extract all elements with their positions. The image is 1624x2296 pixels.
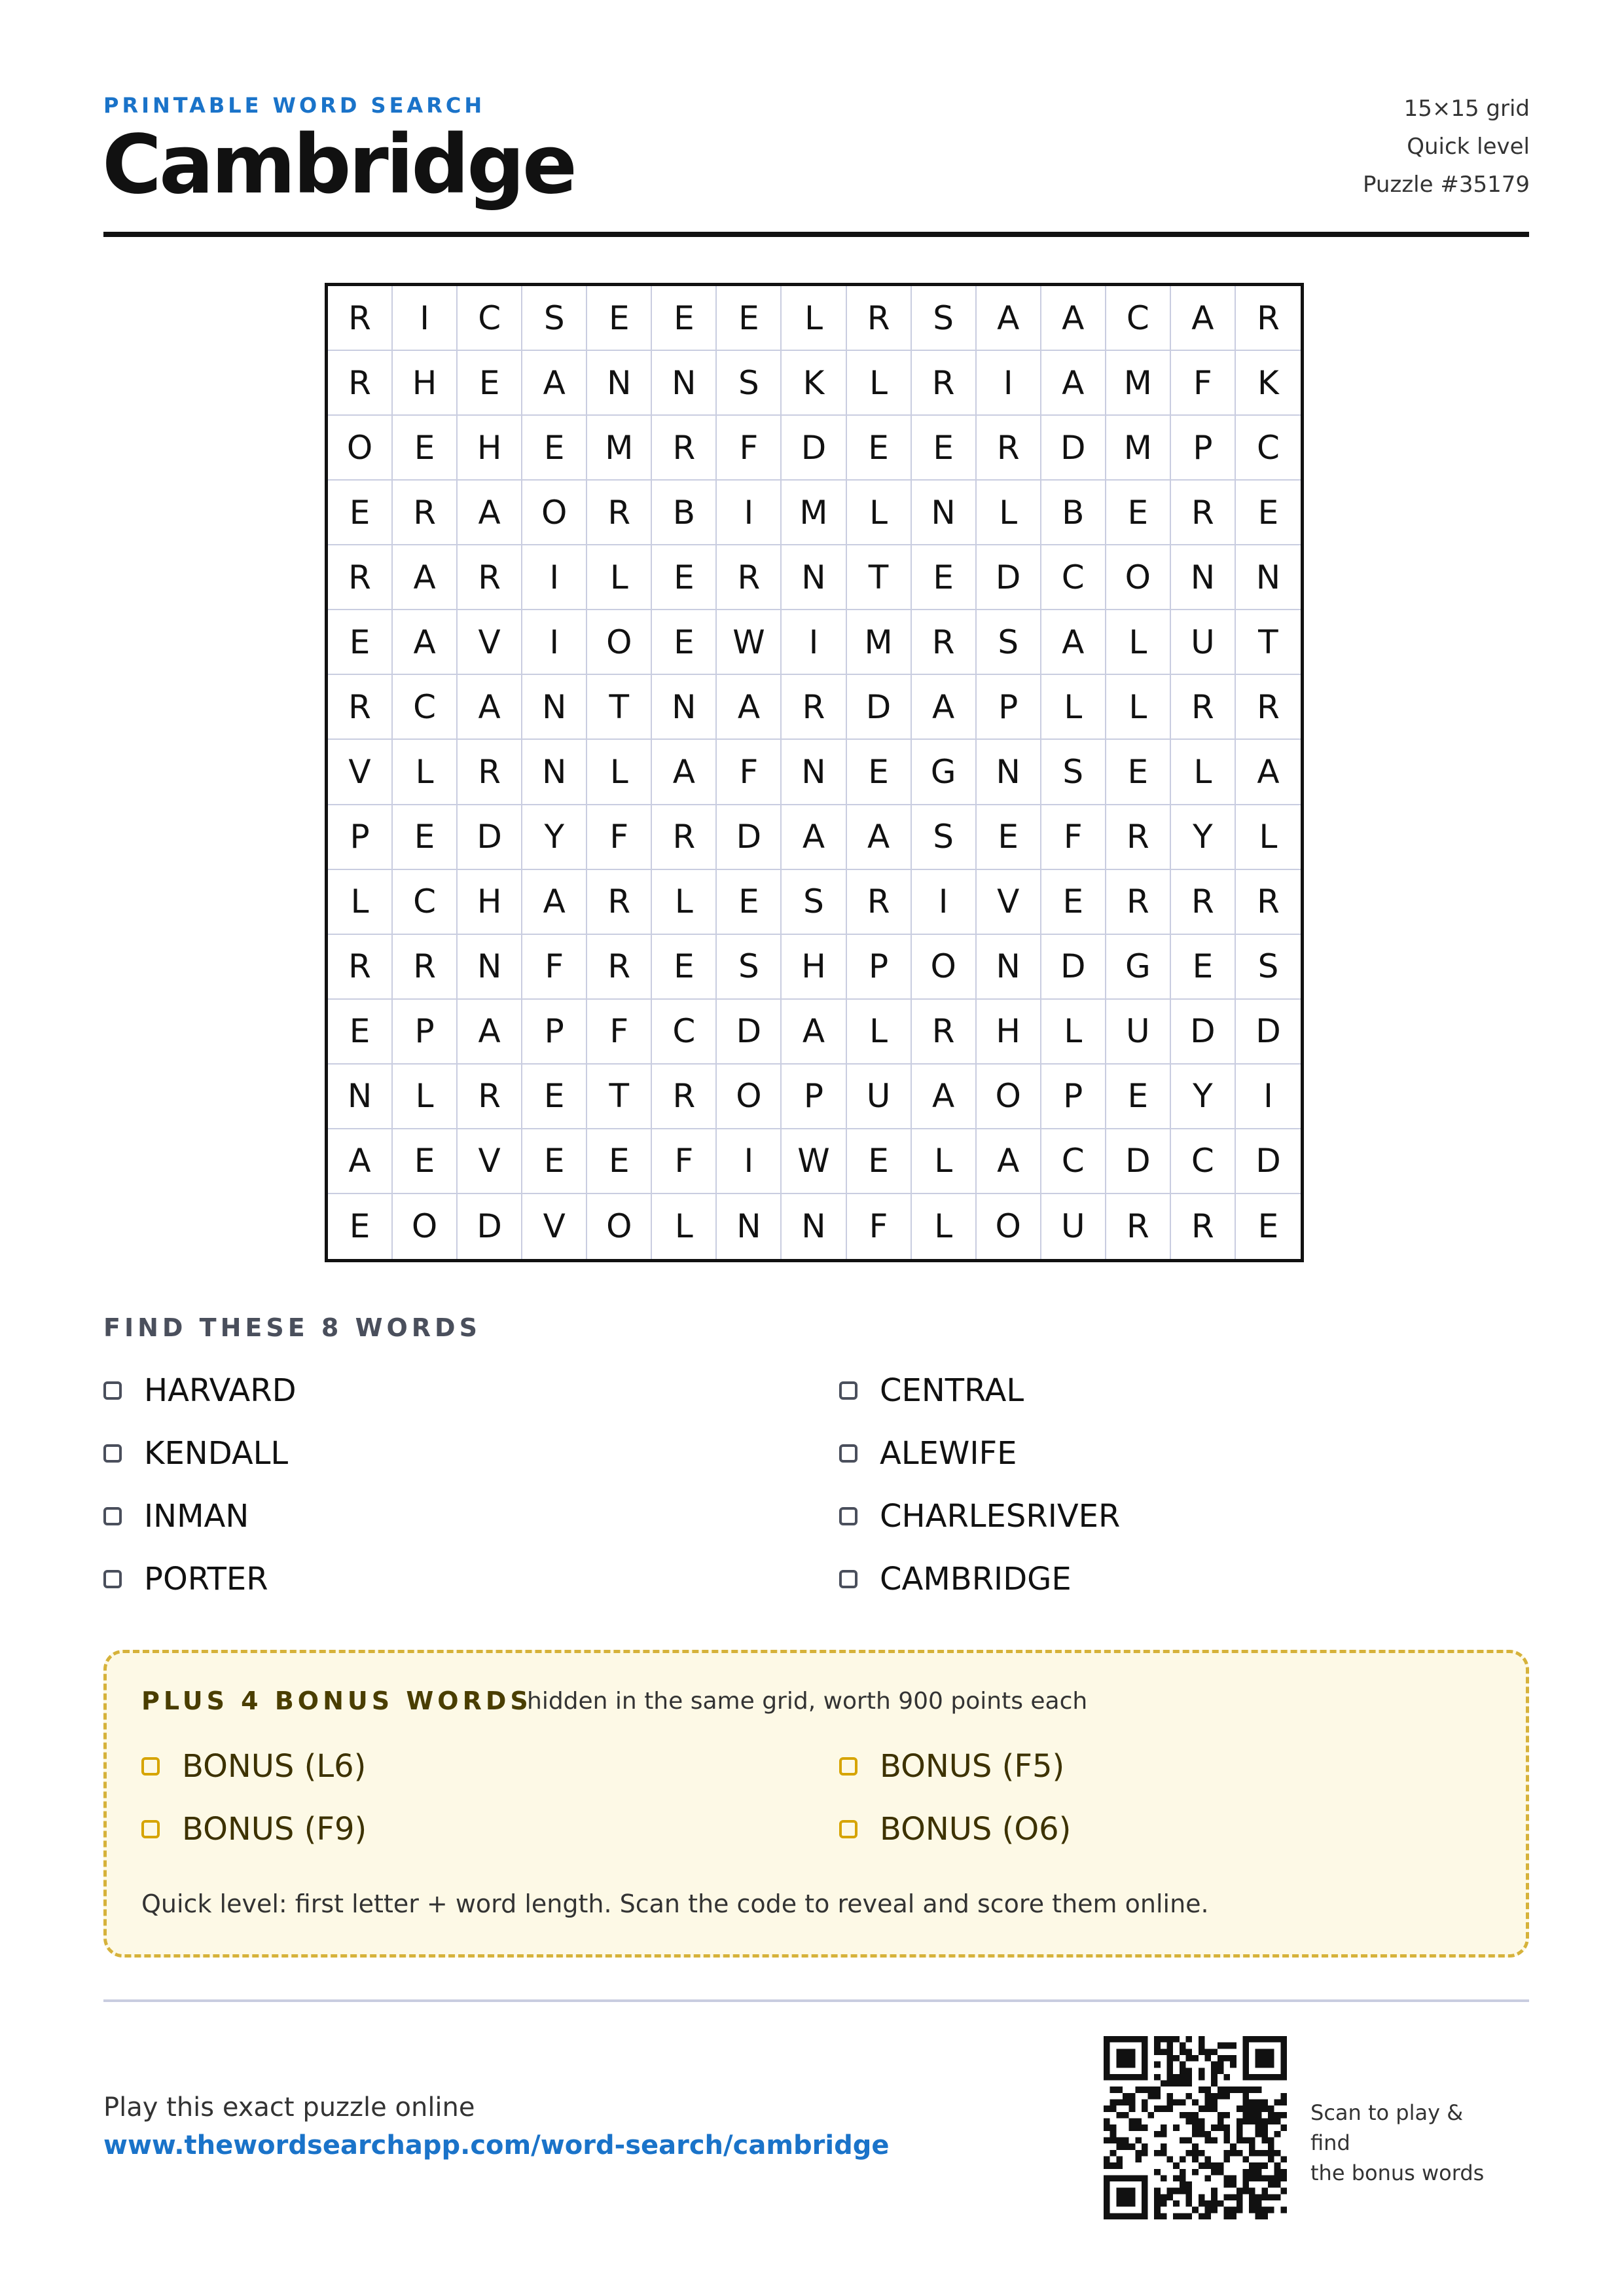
grid-cell[interactable]: S [717,351,782,416]
qr-caption-line: Scan to play & find [1310,2100,1464,2155]
grid-cell[interactable]: N [912,481,977,545]
grid-cell[interactable]: D [977,545,1041,610]
grid-cell[interactable]: F [652,1129,717,1194]
grid-cell[interactable]: L [847,481,912,545]
word-label: KENDALL [144,1435,289,1472]
grid-cell[interactable]: E [1171,935,1236,1000]
grid-cell[interactable]: E [1041,870,1106,935]
grid-cell[interactable]: L [652,870,717,935]
bonus-label: BONUS (F5) [880,1748,1065,1785]
grid-cell[interactable]: L [587,545,652,610]
checkbox-icon[interactable] [839,1381,857,1400]
grid-cell[interactable]: V [458,1129,522,1194]
grid-cell[interactable]: R [912,610,977,675]
grid-cell[interactable]: R [912,1000,977,1065]
word-item[interactable] [839,1498,1120,1535]
grid-cell[interactable]: S [717,935,782,1000]
checkbox-icon[interactable] [103,1570,122,1588]
grid-cell[interactable]: N [522,740,587,805]
grid-cell[interactable]: A [912,1065,977,1129]
word-item[interactable] [103,1435,288,1472]
grid-cell[interactable]: R [1236,870,1301,935]
grid-cell[interactable]: A [782,805,846,870]
page-kicker: PRINTABLE WORD SEARCH [103,93,486,118]
grid-cell[interactable]: E [522,416,587,481]
grid-cell[interactable]: B [1041,481,1106,545]
grid-cell[interactable]: R [1106,870,1171,935]
grid-cell[interactable]: A [522,351,587,416]
grid-cell[interactable]: R [328,286,393,351]
grid-cell[interactable]: R [328,675,393,740]
grid-cell[interactable]: A [977,1129,1041,1194]
grid-cell[interactable]: E [717,870,782,935]
grid-cell[interactable]: E [328,1000,393,1065]
grid-cell[interactable]: L [847,351,912,416]
grid-cell[interactable]: E [328,610,393,675]
grid-cell[interactable]: D [847,675,912,740]
grid-cell[interactable]: T [587,675,652,740]
grid-cell[interactable]: A [458,1000,522,1065]
grid-cell[interactable]: E [1257,1207,1279,1246]
grid-cell[interactable]: D [1236,1129,1301,1194]
word-list-heading: FIND THESE 8 WORDS [103,1313,481,1342]
grid-cell[interactable]: S [1236,935,1301,1000]
grid-cell[interactable]: R [717,545,782,610]
grid-cell[interactable]: A [328,1129,393,1194]
grid-cell[interactable]: E [522,1129,587,1194]
grid-cell[interactable]: R [782,675,846,740]
bonus-subtitle: hidden in the same grid, worth 900 points each [527,1688,1088,1715]
grid-cell[interactable]: O [587,610,652,675]
grid-cell[interactable]: R [977,416,1041,481]
grid-cell[interactable]: S [912,286,977,351]
play-online-text: Play this exact puzzle online [103,2092,475,2123]
grid-cell[interactable]: B [652,481,717,545]
grid-cell[interactable]: R [587,870,652,935]
grid-cell[interactable]: E [393,1129,458,1194]
grid-cell[interactable]: H [458,416,522,481]
grid-cell[interactable]: R [1171,675,1236,740]
word-label: CAMBRIDGE [880,1561,1072,1597]
grid-cell[interactable]: A [1041,351,1106,416]
grid-cell[interactable]: M [782,481,846,545]
puzzle-number-label: Puzzle #35179 [1363,172,1530,198]
grid-cell[interactable]: C [1041,545,1106,610]
grid-cell[interactable]: I [912,870,977,935]
grid-cell[interactable]: K [782,351,846,416]
grid-cell[interactable]: D [458,805,522,870]
grid-cell[interactable]: E [587,286,652,351]
grid-cell[interactable]: C [1236,416,1301,481]
grid-cell[interactable]: P [393,1000,458,1065]
grid-cell[interactable]: P [977,675,1041,740]
grid-cell[interactable]: I [717,481,782,545]
checkbox-icon[interactable] [839,1757,857,1776]
grid-cell[interactable]: M [587,416,652,481]
grid-cell[interactable]: N [1236,545,1301,610]
grid-cell[interactable]: I [782,610,846,675]
grid-cell[interactable]: R [458,740,522,805]
page-title: Cambridge [102,118,575,212]
grid-cell[interactable]: R [912,351,977,416]
grid-cell[interactable]: C [393,675,458,740]
checkbox-icon[interactable] [103,1444,122,1463]
grid-cell[interactable]: E [587,1129,652,1194]
grid-cell[interactable]: R [458,1065,522,1129]
grid-cell[interactable]: E [912,416,977,481]
grid-cell[interactable]: E [1106,481,1171,545]
grid-cell[interactable]: V [328,740,393,805]
grid-cell[interactable]: C [1106,286,1171,351]
grid-cell[interactable]: Y [1171,805,1236,870]
grid-cell[interactable]: R [1106,1194,1171,1259]
grid-cell[interactable]: E [328,481,393,545]
grid-cell[interactable]: P [1041,1065,1106,1129]
grid-cell[interactable]: E [1236,481,1301,545]
grid-size-label: 15×15 grid [1403,96,1530,122]
grid-cell[interactable]: S [977,610,1041,675]
grid-cell[interactable]: U [1171,610,1236,675]
checkbox-icon[interactable] [103,1507,122,1525]
word-item[interactable] [103,1498,249,1535]
grid-cell[interactable]: S [522,286,587,351]
grid-cell[interactable]: S [1041,740,1106,805]
grid-cell[interactable]: R [847,870,912,935]
bonus-item[interactable] [141,1811,367,1848]
grid-cell[interactable]: C [1041,1129,1106,1194]
grid-cell[interactable]: D [1041,935,1106,1000]
grid-cell[interactable]: O [977,1194,1041,1259]
grid-cell[interactable]: R [328,935,393,1000]
grid-cell[interactable]: D [717,1000,782,1065]
level-label: Quick level [1407,134,1530,160]
grid-cell[interactable]: O [522,481,587,545]
grid-cell[interactable]: E [912,545,977,610]
grid-cell[interactable]: D [458,1194,522,1259]
checkbox-icon[interactable] [839,1507,857,1525]
grid-cell[interactable]: R [652,416,717,481]
grid-cell[interactable]: R [587,935,652,1000]
grid-cell[interactable]: W [782,1129,846,1194]
grid-cell[interactable]: L [782,286,846,351]
grid-cell[interactable]: R [328,351,393,416]
grid-cell[interactable]: A [393,610,458,675]
word-item[interactable] [103,1372,297,1409]
grid-cell[interactable]: A [1041,610,1106,675]
grid-cell[interactable]: P [522,1000,587,1065]
footer-divider [103,1999,1529,2002]
grid-cell[interactable]: R [1171,481,1236,545]
grid-cell[interactable]: E [847,1129,912,1194]
grid-cell[interactable]: A [458,675,522,740]
grid-cell[interactable]: O [587,1194,652,1259]
grid-cell[interactable]: D [782,416,846,481]
grid-cell[interactable]: A [393,545,458,610]
grid-cell[interactable]: C [458,286,522,351]
grid-cell[interactable]: E [393,805,458,870]
grid-cell[interactable]: A [458,481,522,545]
grid-cell[interactable]: K [1236,351,1301,416]
grid-cell[interactable]: C [393,870,458,935]
grid-cell[interactable]: C [652,1000,717,1065]
grid-cell[interactable]: N [782,1194,846,1259]
grid-cell[interactable]: R [393,935,458,1000]
grid-cell[interactable]: N [652,675,717,740]
bonus-note: Quick level: first letter + word length. Scan the code to reveal and score them online. [141,1889,1209,1918]
grid-cell[interactable]: I [717,1129,782,1194]
grid-cell[interactable]: I [522,610,587,675]
grid-cell[interactable]: N [977,935,1041,1000]
grid-cell[interactable]: P [328,805,393,870]
grid-cell[interactable]: L [912,1194,977,1259]
grid-cell[interactable]: F [587,1000,652,1065]
checkbox-icon[interactable] [839,1820,857,1838]
word-label: HARVARD [144,1372,297,1409]
grid-cell[interactable]: N [522,675,587,740]
grid-cell[interactable]: R [587,481,652,545]
grid-cell[interactable]: A [522,870,587,935]
grid-cell[interactable]: O [717,1065,782,1129]
grid-cell[interactable]: E [652,610,717,675]
word-item[interactable] [103,1561,268,1597]
grid-cell[interactable]: L [1106,675,1171,740]
grid-cell[interactable]: I [393,286,458,351]
grid-cell[interactable]: E [847,416,912,481]
grid-cell[interactable]: L [1171,740,1236,805]
grid-cell[interactable]: E [717,286,782,351]
grid-cell[interactable]: P [847,935,912,1000]
grid-cell[interactable]: E [393,416,458,481]
grid-cell[interactable]: N [1171,545,1236,610]
grid-cell[interactable]: F [1041,805,1106,870]
word-item[interactable] [839,1372,1024,1409]
bonus-label: BONUS (O6) [880,1811,1072,1848]
grid-cell[interactable]: L [328,870,393,935]
grid-cell[interactable]: A [1041,286,1106,351]
grid-cell[interactable]: I [1236,1065,1301,1129]
grid-cell[interactable]: O [912,935,977,1000]
grid-cell[interactable]: R [847,286,912,351]
grid-cell[interactable]: L [393,740,458,805]
bonus-item[interactable] [839,1811,1071,1848]
grid-cell[interactable]: F [847,1194,912,1259]
grid-cell[interactable]: N [587,351,652,416]
bonus-item[interactable] [839,1748,1064,1785]
grid-cell[interactable]: R [1236,675,1301,740]
grid-cell[interactable]: E [652,286,717,351]
grid-cell[interactable]: O [328,416,393,481]
grid-cell[interactable]: R [328,545,393,610]
grid-cell[interactable]: M [1106,351,1171,416]
grid-cell[interactable]: L [847,1000,912,1065]
checkbox-icon[interactable] [141,1820,160,1838]
grid-cell[interactable]: U [1041,1194,1106,1259]
grid-cell[interactable]: L [393,1065,458,1129]
grid-cell[interactable]: F [1171,351,1236,416]
grid-cell[interactable]: E [652,545,717,610]
grid-cell[interactable]: U [1106,1000,1171,1065]
word-label: CENTRAL [880,1372,1024,1409]
grid-cell[interactable]: A [1171,286,1236,351]
grid-cell[interactable]: M [1106,416,1171,481]
grid-cell[interactable]: L [977,481,1041,545]
grid-cell[interactable]: L [1041,1000,1106,1065]
grid-cell[interactable]: G [912,740,977,805]
grid-cell[interactable]: O [977,1065,1041,1129]
grid-cell[interactable]: H [977,1000,1041,1065]
grid-cell[interactable]: N [652,351,717,416]
word-item[interactable] [839,1561,1072,1597]
grid-cell[interactable]: A [782,1000,846,1065]
grid-cell[interactable]: L [587,740,652,805]
grid-cell[interactable]: F [587,805,652,870]
grid-cell[interactable]: D [717,805,782,870]
checkbox-icon[interactable] [141,1757,160,1776]
grid-cell[interactable]: H [458,870,522,935]
word-label: ALEWIFE [880,1435,1017,1472]
grid-cell[interactable]: A [1236,740,1301,805]
grid-cell[interactable]: L [652,1194,717,1259]
grid-cell[interactable]: E [1106,740,1171,805]
grid-cell[interactable]: M [847,610,912,675]
bonus-label: BONUS (L6) [182,1748,367,1785]
grid-cell[interactable]: W [717,610,782,675]
grid-cell[interactable]: R [393,481,458,545]
grid-cell[interactable]: L [1041,675,1106,740]
grid-cell[interactable]: E [328,1194,393,1259]
grid-cell[interactable]: T [587,1065,652,1129]
word-label: INMAN [144,1498,249,1535]
grid-cell[interactable]: I [977,351,1041,416]
grid-cell[interactable]: N [328,1065,393,1129]
grid-cell[interactable]: H [393,351,458,416]
word-label: CHARLESRIVER [880,1498,1121,1535]
grid-cell[interactable]: D [1041,416,1106,481]
grid-cell[interactable]: D [1171,1000,1236,1065]
grid-cell[interactable]: R [652,1065,717,1129]
grid-cell[interactable]: F [522,935,587,1000]
grid-cell[interactable]: S [912,805,977,870]
grid-cell[interactable]: E [977,805,1041,870]
grid-cell[interactable]: G [1106,935,1171,1000]
grid-cell[interactable]: I [522,545,587,610]
header-divider [103,232,1529,237]
grid-cell[interactable]: N [458,935,522,1000]
grid-cell[interactable]: E [847,740,912,805]
play-online-link[interactable]: www.thewordsearchapp.com/word-search/cambridge [103,2130,890,2160]
grid-cell[interactable]: D [1236,1000,1301,1065]
grid-cell[interactable]: T [1236,610,1301,675]
grid-cell[interactable]: L [912,1129,977,1194]
checkbox-icon[interactable] [103,1381,122,1400]
checkbox-icon[interactable] [839,1570,857,1588]
grid-cell[interactable]: A [977,286,1041,351]
grid-cell[interactable]: T [847,545,912,610]
word-item[interactable] [839,1435,1017,1472]
grid-cell[interactable]: O [1106,545,1171,610]
grid-cell[interactable]: A [652,740,717,805]
grid-cell[interactable]: N [782,545,846,610]
grid-cell[interactable]: P [782,1065,846,1129]
grid-cell[interactable]: E [1106,1065,1171,1129]
grid-cell[interactable]: N [977,740,1041,805]
qr-caption-line: the bonus words [1310,2160,1485,2185]
grid-cell[interactable]: N [717,1194,782,1259]
grid-cell[interactable]: A [847,805,912,870]
grid-cell[interactable]: P [1171,416,1236,481]
checkbox-icon[interactable] [839,1444,857,1463]
grid-cell[interactable]: F [717,416,782,481]
grid-cell[interactable]: E [522,1065,587,1129]
qr-caption [1310,2098,1507,2188]
bonus-heading: PLUS 4 BONUS WORDS [141,1686,532,1715]
grid-cell[interactable]: V [522,1194,587,1259]
grid-cell[interactable]: E [458,351,522,416]
grid-cell[interactable]: R [1106,805,1171,870]
grid-cell[interactable]: C [1171,1129,1236,1194]
grid-cell[interactable]: R [1171,870,1236,935]
grid-cell[interactable]: V [977,870,1041,935]
grid-cell[interactable]: U [847,1065,912,1129]
grid-cell[interactable]: L [1106,610,1171,675]
grid-cell[interactable]: A [717,675,782,740]
grid-cell[interactable]: V [458,610,522,675]
grid-cell[interactable]: A [912,675,977,740]
grid-cell[interactable]: O [393,1194,458,1259]
grid-cell[interactable]: S [782,870,846,935]
grid-cell[interactable]: D [1106,1129,1171,1194]
grid-cell[interactable]: N [782,740,846,805]
bonus-item[interactable] [141,1748,366,1785]
grid-cell[interactable]: L [1236,805,1301,870]
grid-cell[interactable]: H [782,935,846,1000]
grid-cell[interactable]: Y [522,805,587,870]
grid-cell[interactable]: E [652,935,717,1000]
grid-cell[interactable]: R [1236,286,1301,351]
letter-grid[interactable] [325,283,1304,1262]
grid-cell[interactable]: Y [1171,1065,1236,1129]
grid-cell[interactable]: R [458,545,522,610]
grid-cell[interactable]: R [652,805,717,870]
qr-code-icon[interactable] [1104,2036,1287,2219]
grid-cell[interactable]: R [1171,1194,1236,1259]
grid-cell[interactable]: F [717,740,782,805]
bonus-label: BONUS (F9) [182,1811,367,1848]
word-label: PORTER [144,1561,268,1597]
